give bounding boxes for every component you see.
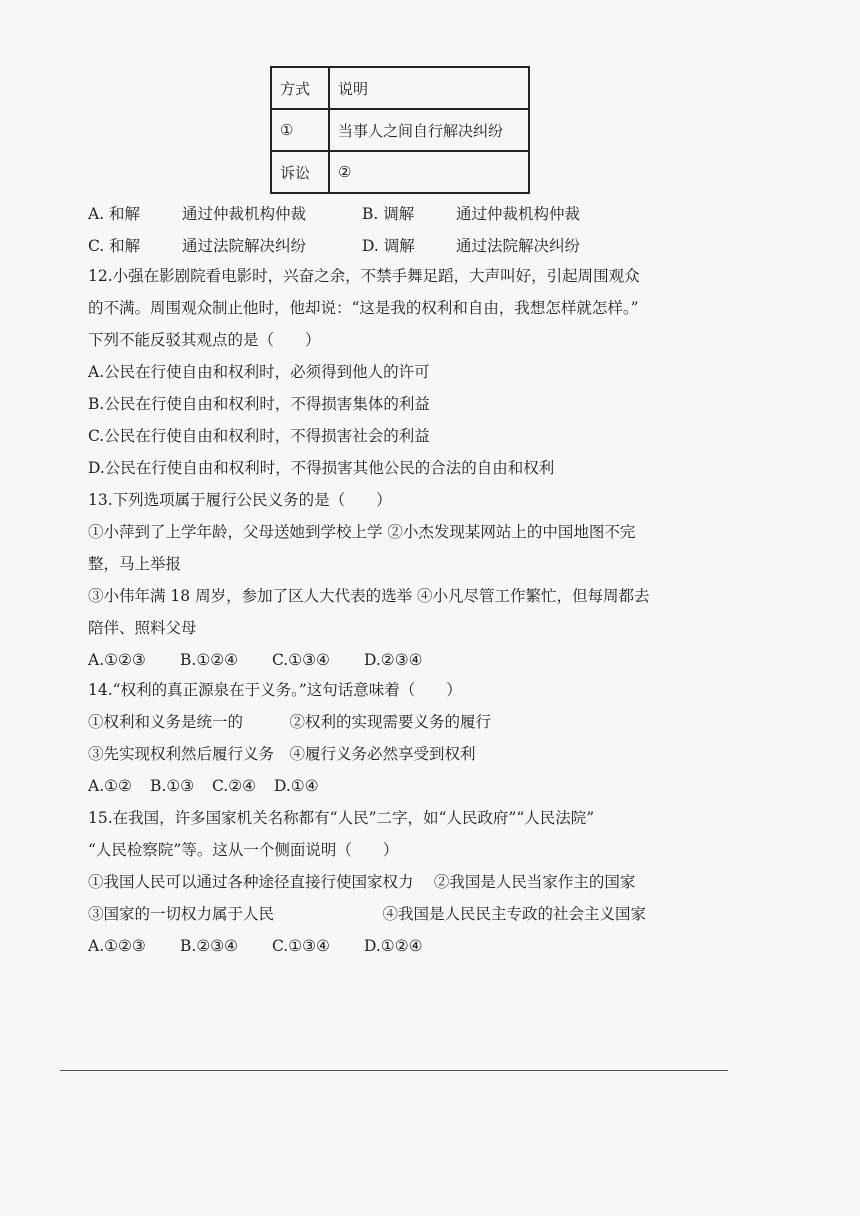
option-text: 通过仲裁机构仲裁 [182,205,307,223]
q11-options-row-1 [88,204,580,224]
q15-stem-line: ③国家的一切权力属于人民 ④我国是人民民主专政的社会主义国家 [88,905,647,923]
table-cell: ② [329,151,529,193]
option: A.①② [88,777,132,795]
option: A.①②③ [88,937,146,955]
table-header-cell: 说明 [329,67,529,109]
q13-stem-line: 陪伴、照料父母 [88,619,197,637]
q13-stem-line: ③小伟年满 18 周岁，参加了区人大代表的选举 ④小凡尽管工作繁忙，但每周都去 [88,587,650,605]
q11-options-row-2 [88,236,580,256]
option: C.①③④ [272,937,330,955]
q12-option: A.公民在行使自由和权利时，必须得到他人的许可 [88,363,430,381]
q14-options [88,776,319,796]
option: D.①②④ [364,937,423,955]
q13-stem-line: ①小萍到了上学年龄，父母送她到学校上学 ②小杰发现某网站上的中国地图不完 [88,523,636,541]
q15-stem-line: “人民检察院”等。这从一个侧面说明（ ） [88,841,399,859]
table-cell: 当事人之间自行解决纠纷 [329,109,529,151]
table-row [271,109,529,151]
q13-stem-line: 整，马上举报 [88,555,182,573]
table-row [271,151,529,193]
method-table [270,66,530,194]
q12-stem-line: 下列不能反驳其观点的是（ ） [88,331,321,349]
option-letter: A. 和解 [88,205,141,223]
option-letter: C. 和解 [88,237,141,255]
option: B.②③④ [180,937,239,955]
option-letter: D. 调解 [362,237,415,255]
q13-options [88,650,423,670]
q12-stem-line: 的不满。周围观众制止他时，他却说：“这是我的权利和自由，我想怎样就怎样。” [88,299,639,317]
q12-stem-line: 12.小强在影剧院看电影时，兴奋之余，不禁手舞足蹈，大声叫好，引起周围观众 [88,267,640,285]
option: C.①③④ [272,651,330,669]
option-text: 通过法院解决纠纷 [182,237,307,255]
option-letter: B. 调解 [362,205,415,223]
option-text: 通过法院解决纠纷 [456,237,581,255]
q15-options [88,936,423,956]
q14-stem-line: ③先实现权利然后履行义务 ④履行义务必然享受到权利 [88,745,476,763]
q12-option: B.公民在行使自由和权利时，不得损害集体的利益 [88,395,430,413]
option: D.②③④ [364,651,423,669]
option: A.①②③ [88,651,146,669]
table-header-cell: 方式 [271,67,329,109]
q14-stem-line: 14.“权利的真正源泉在于义务。”这句话意味着（ ） [88,681,462,699]
table-cell: ① [271,109,329,151]
option: C.②④ [212,777,257,795]
table-row [271,67,529,109]
q13-stem-line: 13.下列选项属于履行公民义务的是（ ） [88,491,392,509]
q14-stem-line: ①权利和义务是统一的 ②权利的实现需要义务的履行 [88,713,492,731]
page-bottom-rule [60,1070,728,1071]
option: B.①③ [150,777,195,795]
option: B.①②④ [180,651,239,669]
q12-option: C.公民在行使自由和权利时，不得损害社会的利益 [88,427,430,445]
table-cell: 诉讼 [271,151,329,193]
option-text: 通过仲裁机构仲裁 [456,205,581,223]
q15-stem-line: ①我国人民可以通过各种途径直接行使国家权力 ②我国是人民当家作主的国家 [88,873,636,891]
q15-stem-line: 15.在我国，许多国家机关名称都有“人民”二字，如“人民政府”“人民法院” [88,809,595,827]
option: D.①④ [274,777,319,795]
q12-option: D.公民在行使自由和权利时，不得损害其他公民的合法的自由和权利 [88,459,555,477]
